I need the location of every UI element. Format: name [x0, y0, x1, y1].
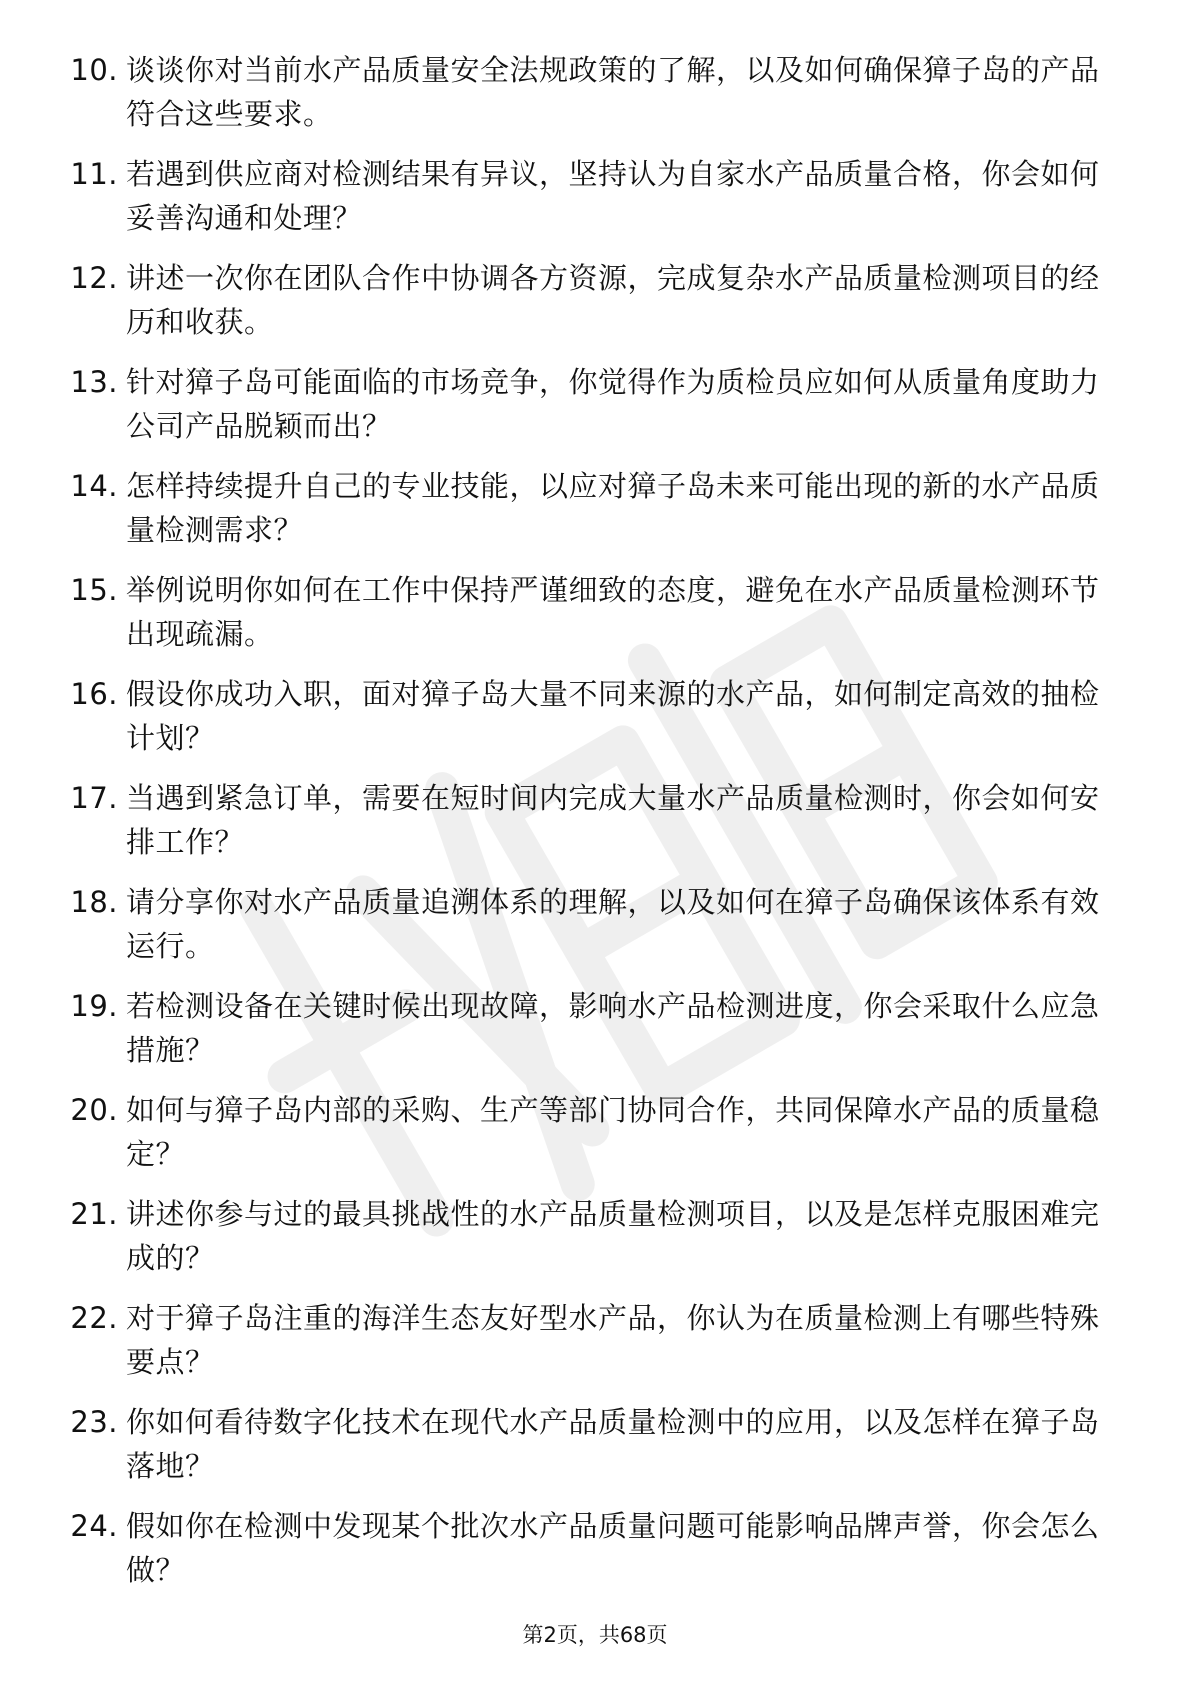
question-text: 你如何看待数字化技术在现代水产品质量检测中的应用，以及怎样在獐子岛落地？ — [126, 1405, 1100, 1483]
question-number: 12. — [70, 261, 118, 295]
question-item — [56, 1504, 1116, 1592]
question-text: 若遇到供应商对检测结果有异议，坚持认为自家水产品质量合格，你会如何妥善沟通和处理？ — [126, 157, 1100, 235]
question-item — [56, 152, 1116, 240]
question-text: 请分享你对水产品质量追溯体系的理解，以及如何在獐子岛确保该体系有效运行。 — [126, 885, 1100, 963]
question-text: 假设你成功入职，面对獐子岛大量不同来源的水产品，如何制定高效的抽检计划？ — [126, 677, 1100, 755]
question-text: 如何与獐子岛内部的采购、生产等部门协同合作，共同保障水产品的质量稳定？ — [126, 1093, 1100, 1171]
question-number: 21. — [70, 1197, 118, 1231]
question-text: 若检测设备在关键时候出现故障，影响水产品检测进度，你会采取什么应急措施？ — [126, 989, 1100, 1067]
question-number: 22. — [70, 1301, 118, 1335]
question-text: 假如你在检测中发现某个批次水产品质量问题可能影响品牌声誉，你会怎么做？ — [126, 1509, 1100, 1587]
question-number: 16. — [70, 677, 118, 711]
question-item — [56, 776, 1116, 864]
question-text: 怎样持续提升自己的专业技能，以应对獐子岛未来可能出现的新的水产品质量检测需求？ — [126, 469, 1100, 547]
question-item — [56, 880, 1116, 968]
question-number: 11. — [70, 157, 118, 191]
question-number: 10. — [70, 53, 118, 87]
question-number: 18. — [70, 885, 118, 919]
question-item — [56, 1088, 1116, 1176]
question-item — [56, 360, 1116, 448]
question-item — [56, 464, 1116, 552]
question-number: 19. — [70, 989, 118, 1023]
question-number: 23. — [70, 1405, 118, 1439]
question-number: 14. — [70, 469, 118, 503]
question-text: 当遇到紧急订单，需要在短时间内完成大量水产品质量检测时，你会如何安排工作？ — [126, 781, 1100, 859]
question-item — [56, 48, 1116, 136]
question-text: 讲述一次你在团队合作中协调各方资源，完成复杂水产品质量检测项目的经历和收获。 — [126, 261, 1100, 339]
question-number: 24. — [70, 1509, 118, 1543]
question-item — [56, 1192, 1116, 1280]
question-item — [56, 1400, 1116, 1488]
question-item — [56, 1296, 1116, 1384]
question-text: 讲述你参与过的最具挑战性的水产品质量检测项目，以及是怎样克服困难完成的？ — [126, 1197, 1100, 1275]
question-number: 15. — [70, 573, 118, 607]
question-item — [56, 984, 1116, 1072]
question-number: 20. — [70, 1093, 118, 1127]
question-item — [56, 256, 1116, 344]
question-text: 谈谈你对当前水产品质量安全法规政策的了解，以及如何确保獐子岛的产品符合这些要求。 — [126, 53, 1100, 131]
question-item — [56, 568, 1116, 656]
question-text: 针对獐子岛可能面临的市场竞争，你觉得作为质检员应如何从质量角度助力公司产品脱颖而出？ — [126, 365, 1100, 443]
question-item — [56, 672, 1116, 760]
question-text: 对于獐子岛注重的海洋生态友好型水产品，你认为在质量检测上有哪些特殊要点？ — [126, 1301, 1100, 1379]
question-number: 13. — [70, 365, 118, 399]
question-list — [56, 48, 1116, 1608]
question-number: 17. — [70, 781, 118, 815]
question-text: 举例说明你如何在工作中保持严谨细致的态度，避免在水产品质量检测环节出现疏漏。 — [126, 573, 1100, 651]
page-footer: 第2页，共68页 — [522, 1623, 668, 1647]
